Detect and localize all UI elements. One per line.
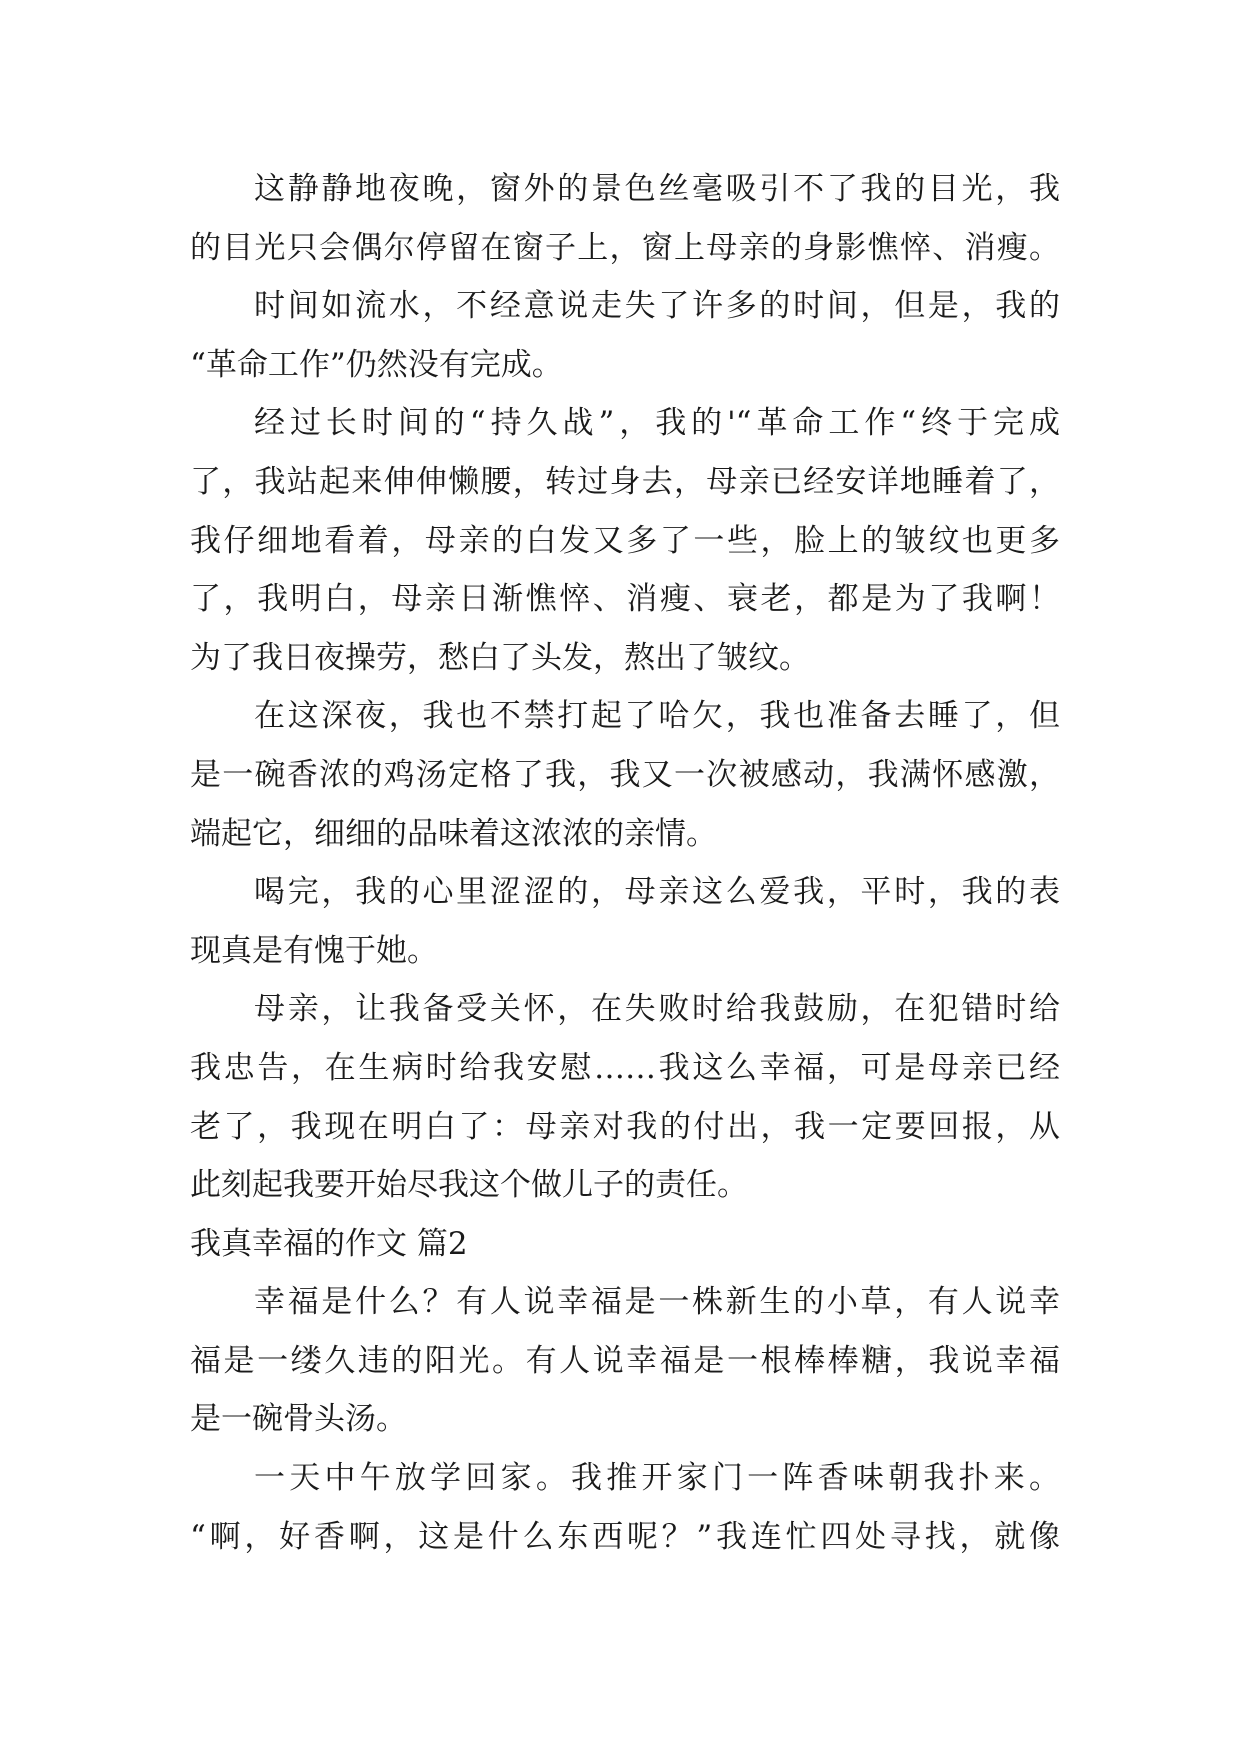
document-body [190, 160, 1060, 1566]
text-line: 是一碗香浓的鸡汤定格了我，我又一次被感动，我满怀感激， [190, 756, 1060, 793]
text-line: 在这深夜，我也不禁打起了哈欠，我也准备去睡了，但 [254, 698, 1060, 735]
text-line: 端起它，细细的品味着这浓浓的亲情。 [190, 815, 717, 852]
text-line: 母亲，让我备受关怀，在失败时给我鼓励，在犯错时给 [254, 991, 1060, 1028]
text-line: 的目光只会偶尔停留在窗子上，窗上母亲的身影憔悴、消瘦。 [190, 229, 1060, 266]
text-line: 了，我站起来伸伸懒腰，转过身去，母亲已经安详地睡着了， [190, 463, 1060, 500]
text-line: “革命工作”仍然没有完成。 [190, 346, 563, 383]
text-line: 我仔细地看着，母亲的白发又多了一些，脸上的皱纹也更多 [190, 522, 1060, 559]
text-line: 了，我明白，母亲日渐憔悴、消瘦、衰老，都是为了我啊！ [190, 581, 1060, 618]
text-line: 是一碗骨头汤。 [190, 1401, 407, 1438]
text-line: 老了，我现在明白了：母亲对我的付出，我一定要回报，从 [190, 1108, 1060, 1145]
text-line: 这静静地夜晚，窗外的景色丝毫吸引不了我的目光，我 [254, 171, 1060, 207]
text-line: 现真是有愧于她。 [190, 932, 438, 969]
text-line: 为了我日夜操劳，愁白了头发，熬出了皱纹。 [190, 639, 810, 676]
text-line: 一天中午放学回家。我推开家门一阵香味朝我扑来。 [254, 1460, 1060, 1497]
text-line: 经过长时间的“持久战”，我的'“革命工作“终于完成 [254, 405, 1060, 442]
text-line: “啊，好香啊，这是什么东西呢？”我连忙四处寻找，就像 [190, 1518, 1060, 1555]
text-line: 我忠告，在生病时给我安慰……我这么幸福，可是母亲已经 [190, 1049, 1060, 1086]
text-line: 时间如流水，不经意说走失了许多的时间，但是，我的 [254, 288, 1060, 325]
text-line: 幸福是什么？有人说幸福是一株新生的小草，有人说幸 [254, 1284, 1060, 1321]
text-line: 福是一缕久违的阳光。有人说幸福是一根棒棒糖，我说幸福 [190, 1342, 1060, 1379]
section-heading: 我真幸福的作文 篇2 [190, 1225, 468, 1262]
text-line: 此刻起我要开始尽我这个做儿子的责任。 [190, 1167, 748, 1204]
text-line: 喝完，我的心里涩涩的，母亲这么爱我，平时，我的表 [254, 874, 1060, 911]
